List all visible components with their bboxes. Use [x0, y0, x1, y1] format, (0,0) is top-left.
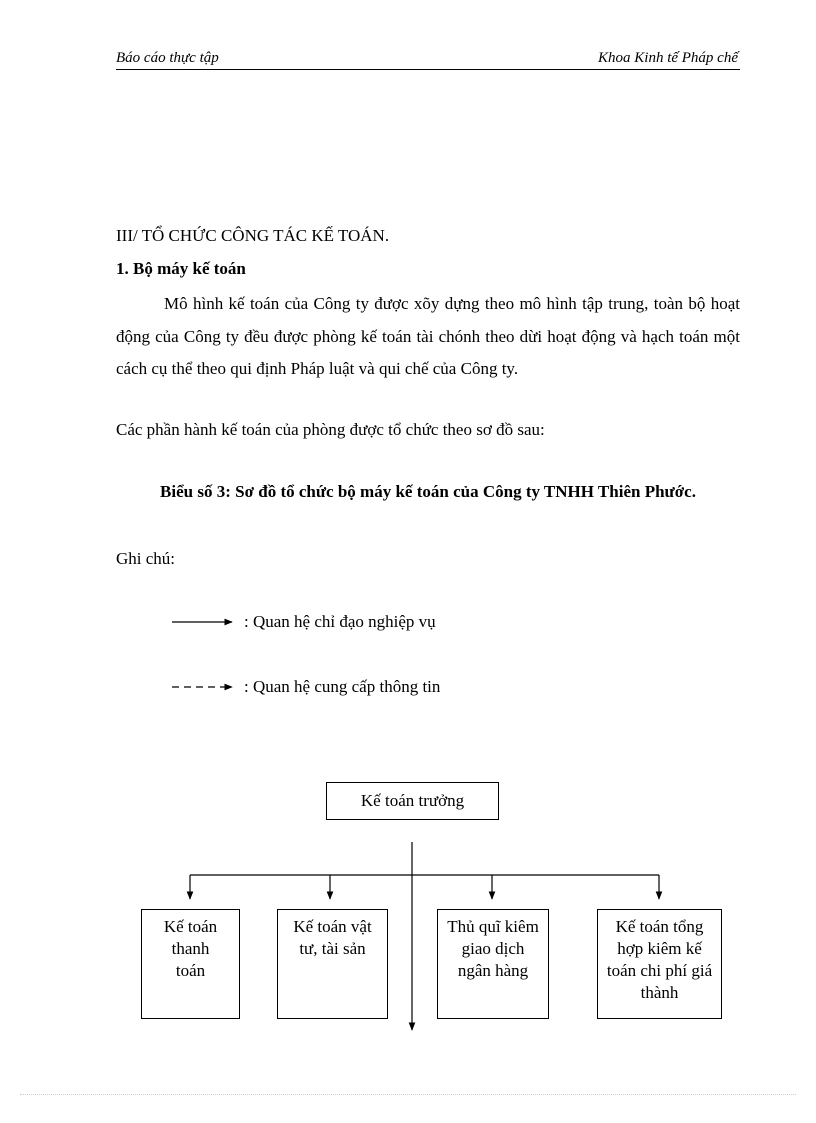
org-box-4-label: Kế toán tổng hợp kiêm kế toán chi phí giá thành: [606, 917, 713, 1002]
org-box-1-label: Kế toán thanh toán: [163, 917, 218, 980]
subsection-title: 1. Bộ máy kế toán: [116, 259, 246, 278]
header-left: Báo cáo thực tập: [116, 50, 219, 66]
legend-dashed-label: : Quan hệ cung cấp thông tin: [244, 677, 441, 696]
org-box-3-label: Thủ quĩ kiêm giao dịch ngân hàng: [447, 917, 539, 980]
footer-dotted-line: [20, 1094, 796, 1095]
paragraph-text: Mô hình kế toán của Công ty được xõy dựng theo mô hình tập trung, toàn bộ hoạt động của Công ty đều được phòng kế toán tài chónh theo dừi hoạt động và hạch toán một cách cụ thể theo qui định Pháp luật và qui chế của Công ty.: [116, 294, 740, 378]
intro-text: Các phần hành kế toán của phòng được tổ chức theo sơ đồ sau:: [116, 420, 545, 439]
org-box-4: [597, 909, 722, 1019]
org-box-1: [141, 909, 240, 1019]
note-label: Ghi chú:: [116, 549, 176, 568]
chief-accountant-box: [326, 782, 499, 820]
org-box-3: [437, 909, 549, 1019]
chief-accountant-label: Kế toán trưởng: [360, 791, 465, 810]
figure-caption: Biểu số 3: Sơ đồ tổ chức bộ máy kế toán của Công ty TNHH Thiên Phước.: [160, 482, 696, 501]
section-title: III/ TỔ CHỨC CÔNG TÁC KẾ TOÁN.: [116, 226, 390, 245]
legend-solid-label: : Quan hệ chỉ đạo nghiệp vụ: [244, 612, 436, 631]
org-box-2: [277, 909, 388, 1019]
org-box-2-label: Kế toán vật tư, tài sản: [293, 917, 372, 958]
header-right: Khoa Kinh tế Pháp chế: [598, 50, 738, 66]
